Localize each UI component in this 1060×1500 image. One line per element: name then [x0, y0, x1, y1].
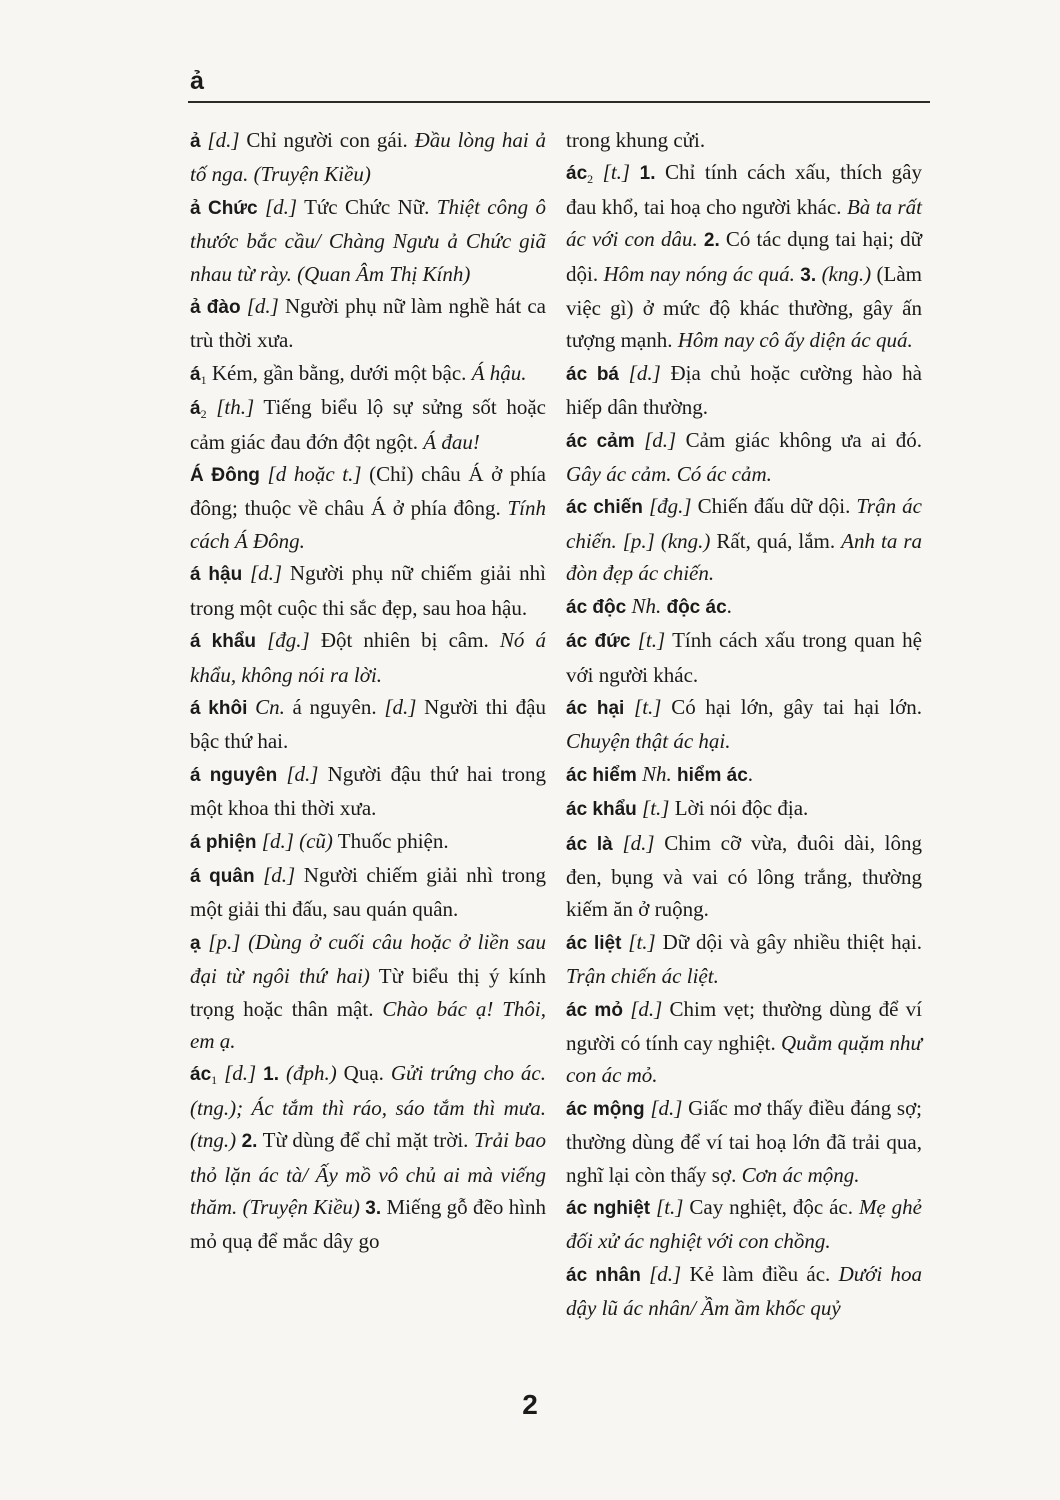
headword-index: 2 [200, 407, 207, 422]
definition-text: Kẻ làm điều ác. [681, 1261, 839, 1286]
grammar-label: [t.] [637, 628, 666, 653]
definition-text: Chim vẹt; thường dùng để ví người có tính cay nghiệt. [566, 996, 922, 1055]
dictionary-entry [566, 490, 922, 589]
definition-text [593, 160, 603, 184]
grammar-label: [d.] [207, 128, 240, 152]
headword: ả [190, 131, 201, 152]
grammar-label: [d.] [644, 427, 677, 452]
definition-text [630, 160, 640, 184]
dictionary-entry [190, 624, 546, 691]
definition-text: Kém, gần bằng, dưới một bậc. [206, 360, 472, 385]
definition-text [258, 195, 265, 219]
grammar-label: [d.] [622, 830, 655, 855]
definition-text: Tiếng biểu lộ sự sửng sốt hoặc cảm giác đau đớn đột ngột. [190, 395, 546, 454]
definition-text: trong khung cửi. [566, 128, 706, 152]
grammar-label: Nh. [631, 593, 662, 618]
grammar-label: Cn. [255, 694, 285, 719]
definition-text: Rất, quá, lắm. [710, 528, 842, 553]
definition-text: Người phụ nữ làm nghề hát ca trù thời xưa. [190, 294, 546, 353]
headword: ác bá [566, 363, 619, 385]
definition-text: Tính cách xấu trong quan hệ với người khác. [566, 628, 923, 687]
definition-text [260, 462, 268, 486]
grammar-label: [d.] [628, 360, 661, 385]
definition-text: Thuốc phiện. [332, 828, 449, 853]
header-rule [188, 101, 930, 103]
definition-text: Người chiếm giải nhì trong một giải thi đấu, sau quán quân. [190, 862, 547, 922]
sense-number: 2. [241, 1131, 258, 1153]
grammar-label: [p.] (kng.) [622, 528, 711, 553]
headword: ác liệt [566, 932, 622, 954]
dictionary-entry [190, 825, 546, 859]
dictionary-entry [566, 590, 922, 624]
right-column [566, 124, 922, 1325]
sense-number: 3. [365, 1198, 382, 1219]
grammar-label: [p.] (Dùng ở cuối câu hoặc ở liền sau đại từ ngôi thứ hai) [190, 929, 546, 989]
headword: ác hại [566, 697, 625, 719]
definition-text: Cảm giác không ưa ai đó. [676, 427, 922, 452]
grammar-label: [d.] [630, 996, 663, 1021]
grammar-label: [d.] [286, 761, 319, 786]
definition-text [613, 831, 623, 855]
definition-text [635, 428, 644, 452]
definition-text [207, 395, 217, 419]
grammar-label: [t.] [602, 160, 631, 185]
example: Trận ác chiến. [566, 494, 922, 553]
headword: ác khẩu [566, 799, 637, 821]
headword: ác hiểm [566, 764, 637, 786]
example: Bà ta rất ác với con dâu. [566, 194, 923, 252]
definition-text [242, 561, 250, 585]
grammar-label: [d.] [649, 1261, 682, 1286]
definition-text: Giấc mơ thấy điều đáng sợ; thường dùng để ví tai hoạ lớn đã trải qua, nghĩ lại còn thấy sợ. [566, 1095, 923, 1187]
example: Thiệt công ô thước bắc cầu/ Chàng Ngưu ả Chức giã nhau từ rày. (Quan Âm Thị Kính) [190, 194, 546, 286]
dictionary-entry [566, 827, 922, 926]
dictionary-entry [566, 758, 922, 792]
headword: á nguyên [190, 764, 278, 786]
grammar-label: [d.] [265, 194, 298, 219]
definition-text: Dữ dội và gây nhiều thiệt hại. [655, 929, 922, 954]
grammar-label: (đph.) [285, 1061, 337, 1086]
headword: ác mộng [566, 1098, 645, 1120]
example: Trận chiến ác liệt. [566, 964, 719, 989]
definition-text [247, 695, 255, 719]
definition-text [277, 762, 286, 786]
grammar-label: [d.] [246, 294, 279, 319]
example: Hôm nay cô ấy diện ác quá. [677, 328, 913, 353]
definition-text: . [747, 761, 754, 786]
headword: á phiện [190, 831, 257, 853]
definition-text: Cay nghiệt, độc ác. [683, 1195, 859, 1219]
example: Trải bao thỏ lặn ác tà/ Ấy mồ vô chủ ai mà viếng thăm. (Truyện Kiều) [190, 1128, 547, 1219]
definition-text: Chiến đấu dữ dội. [691, 494, 857, 519]
definition-text: Tức Chức Nữ. [297, 194, 437, 219]
headword: ả Chức [190, 197, 258, 219]
example: Quằm quặm như con ác mỏ. [566, 1030, 922, 1088]
grammar-label: [d.] [384, 694, 417, 719]
dictionary-entry [566, 156, 922, 356]
grammar-label: [t.] [656, 1195, 684, 1219]
headword: á hậu [190, 564, 243, 586]
example: Mẹ ghẻ đối xử ác nghiệt với con chồng. [566, 1195, 923, 1254]
dictionary-entry [566, 691, 922, 758]
dictionary-entry [190, 859, 546, 926]
dictionary-entry [190, 458, 546, 557]
headword-index: 2 [587, 172, 594, 187]
dictionary-entry [566, 926, 922, 993]
headword: ác mỏ [566, 999, 623, 1021]
definition-text: Quạ. [336, 1061, 391, 1086]
dictionary-entry [566, 424, 922, 491]
dictionary-entry [566, 993, 922, 1092]
definition-text: Chỉ tính cách xấu, thích gây đau khổ, tai hoạ cho người khác. [566, 160, 923, 219]
example: Á đau! [423, 429, 480, 454]
example: Nó á khẩu, không nói ra lời. [190, 628, 546, 687]
left-column [190, 124, 546, 1258]
example: Chuyện thật ác hại. [566, 729, 731, 754]
grammar-label: [d.] (cũ) [261, 828, 333, 853]
sense-number: 1. [639, 163, 656, 185]
dictionary-entry [190, 758, 546, 825]
dictionary-entry [190, 1057, 546, 1257]
headword: ác [190, 1064, 212, 1086]
headword: ạ [190, 932, 201, 954]
definition-text: Miếng gỗ đẽo hình mỏ quạ để mắc dây go [190, 1195, 547, 1254]
dictionary-entry [566, 1191, 922, 1258]
grammar-label: [d hoặc t.] [267, 462, 362, 487]
headword: ác [566, 163, 588, 185]
grammar-label: [d.] [250, 561, 283, 586]
example: Tính cách Á Đông. [190, 496, 546, 553]
headword: ác độc [566, 596, 627, 618]
dictionary-entry [190, 691, 546, 758]
dictionary-entry [190, 557, 546, 624]
sense-number: 2. [703, 230, 720, 252]
headword: á quân [190, 865, 255, 887]
definition-text [619, 361, 629, 385]
definition-text [256, 628, 267, 652]
definition-text: Địa chủ hoặc cường hào hà hiếp dân thường. [566, 360, 922, 420]
guide-word: ả [190, 67, 204, 95]
example: Dưới hoa dậy lũ ác nhân/ Ầm ầm khốc quỷ [566, 1261, 922, 1321]
definition-text: Lời nói độc địa. [669, 796, 809, 821]
sense-number: 3. [800, 264, 817, 286]
headword: ả đào [190, 297, 241, 319]
dictionary-entry [190, 391, 546, 458]
sense-number: độc ác [666, 596, 727, 618]
dictionary-entry [566, 624, 922, 691]
dictionary-entry [566, 1258, 922, 1325]
definition-text: Người đậu thứ hai trong một khoa thi thời xưa. [190, 761, 547, 821]
dictionary-entry [190, 926, 546, 1058]
definition-text [624, 695, 634, 719]
grammar-label: [d.] [263, 862, 296, 887]
grammar-label: [đg.] [648, 494, 692, 519]
headword: á [190, 363, 201, 385]
definition-text: Người thi đậu bậc thứ hai. [190, 694, 546, 754]
example: Chào bác ạ! Thôi, em ạ. [190, 996, 546, 1053]
dictionary-entry [566, 1092, 922, 1191]
definition-text: Có hại lớn, gây tai hại lớn. [661, 694, 922, 719]
sense-number: 1. [263, 1064, 280, 1086]
definition-text: (Chỉ) châu Á ở phía đông; thuộc về châu Á ở phía đông. [190, 462, 546, 521]
definition-text: Người phụ nữ chiếm giải nhì trong một cuộc thi sắc đẹp, sau hoa hậu. [190, 561, 546, 620]
example: Á hậu. [471, 360, 527, 385]
grammar-label: (kng.) [821, 261, 872, 286]
example: Anh ta ra đòn đẹp ác chiến. [566, 528, 922, 586]
grammar-label: [t.] [634, 694, 662, 719]
dictionary-entry [566, 357, 922, 424]
headword: ác cảm [566, 430, 635, 452]
grammar-label: [d.] [650, 1095, 683, 1120]
headword: á [190, 398, 201, 420]
example: Cơn ác mộng. [741, 1162, 860, 1187]
example: Đầu lòng hai ả tố nga. (Truyện Kiều) [190, 128, 547, 187]
headword: ác chiến [566, 497, 643, 519]
dictionary-entry [566, 124, 922, 156]
grammar-label: [đg.] [267, 628, 310, 653]
definition-text [641, 1262, 649, 1286]
headword: ác nhân [566, 1264, 641, 1286]
grammar-label: [d.] [224, 1061, 257, 1086]
headword: á khôi [190, 697, 248, 719]
headword-index: 1 [200, 372, 207, 387]
definition-text: Chim cỡ vừa, đuôi dài, lông đen, bụng và vai có lông trắng, thường kiếm ăn ở ruộng. [566, 830, 922, 922]
example: Gửi trứng cho ác. (tng.); Ác tắm thì ráo, sáo tắm thì mưa. (tng.) [190, 1061, 547, 1153]
headword: Á Đông [190, 465, 260, 487]
headword: ác là [566, 833, 613, 855]
definition-text [279, 1061, 286, 1085]
definition-text: á nguyên. [284, 694, 385, 719]
definition-text: . [726, 593, 732, 618]
headword: á khẩu [190, 631, 257, 653]
grammar-label: [th.] [216, 395, 255, 420]
definition-text: (Làm việc gì) ở mức độ khác thường, gây ấn tượng mạnh. [566, 261, 923, 353]
page-number: 2 [522, 1389, 538, 1420]
sense-number: hiểm ác [677, 764, 748, 786]
example: Gây ác cảm. Có ác cảm. [566, 462, 772, 487]
definition-text: Từ biểu thị ý kính trọng hoặc thân mật. [190, 964, 546, 1021]
dictionary-entry [190, 290, 546, 357]
headword: ác nghiệt [566, 1198, 651, 1219]
grammar-label: [t.] [628, 929, 656, 954]
definition-text [630, 628, 637, 652]
dictionary-entry [190, 124, 546, 191]
grammar-label: Nh. [642, 761, 672, 786]
definition-text [255, 863, 264, 887]
definition-text: Đột nhiên bị câm. [309, 628, 500, 653]
dictionary-entry [566, 792, 922, 826]
example: Hôm nay nóng ác quá. [603, 261, 795, 286]
headword-index: 1 [211, 1073, 218, 1088]
definition-text: Chỉ người con gái. [239, 128, 415, 152]
dictionary-entry [190, 357, 546, 391]
headword: ác đức [566, 631, 631, 653]
definition-text: Từ dùng để chỉ mặt trời. [257, 1128, 474, 1153]
grammar-label: [t.] [642, 796, 670, 821]
dictionary-entry [190, 191, 546, 290]
definition-text: Có tác dụng tai hại; dữ dội. [566, 227, 922, 286]
